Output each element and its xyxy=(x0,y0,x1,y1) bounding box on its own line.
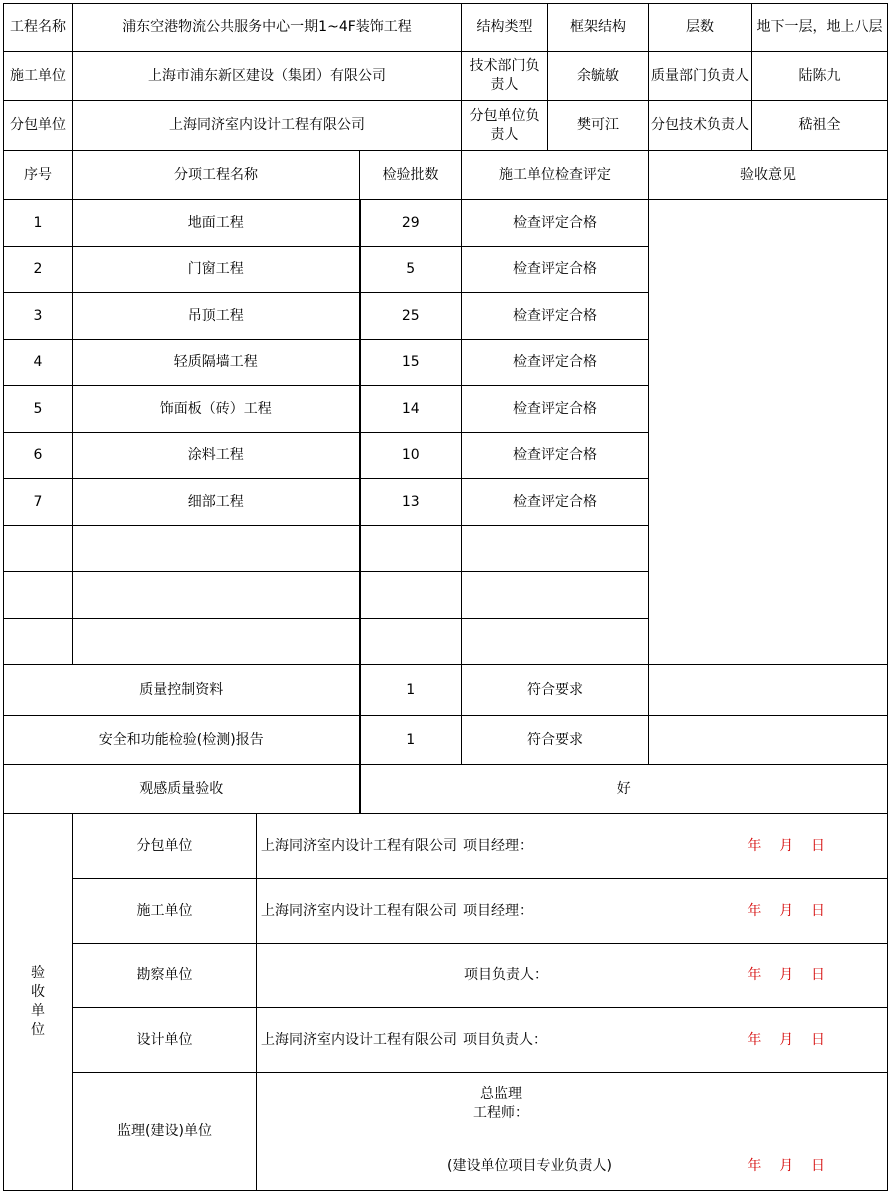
item-seq: 5 xyxy=(4,386,73,433)
acceptance-record-table xyxy=(3,3,888,1191)
quality-docs-opinion xyxy=(649,665,888,716)
unit-sign-label: 项目经理： xyxy=(463,837,533,854)
safety-row xyxy=(4,716,888,765)
empty-cell xyxy=(4,526,73,572)
unit-date: 年 月 日 xyxy=(747,1031,825,1048)
unit-role: 勘察单位 xyxy=(73,944,257,1008)
unit-sign-cell xyxy=(257,1008,888,1073)
contractor-value: 上海市浦东新区建设（集团）有限公司 xyxy=(73,52,462,101)
unit-role: 分包单位 xyxy=(73,814,257,879)
empty-cell xyxy=(360,572,462,619)
supervision-sign-label: 总监理 工程师： xyxy=(473,1086,529,1121)
table-row xyxy=(4,200,888,247)
item-seq: 2 xyxy=(4,247,73,293)
tech-head-label: 技术部门负责人 xyxy=(462,52,548,101)
structure-type-label: 结构类型 xyxy=(462,4,548,52)
col-batch-count: 检验批数 xyxy=(360,151,462,200)
empty-cell xyxy=(4,572,73,619)
quality-docs-result: 符合要求 xyxy=(462,665,649,716)
item-name: 轻质隔墙工程 xyxy=(73,340,360,386)
project-name-value: 浦东空港物流公共服务中心一期1~4F装饰工程 xyxy=(73,4,462,52)
sub-tech-head-value: 嵇祖全 xyxy=(752,101,888,151)
empty-cell xyxy=(462,526,649,572)
item-seq: 7 xyxy=(4,479,73,526)
empty-cell xyxy=(73,526,360,572)
empty-cell xyxy=(360,619,462,665)
column-header-row xyxy=(4,151,888,200)
col-self-check: 施工单位检查评定 xyxy=(462,151,649,200)
unit-date: 年 月 日 xyxy=(747,1158,825,1174)
structure-type-value: 框架结构 xyxy=(548,4,649,52)
item-name: 吊顶工程 xyxy=(73,293,360,340)
unit-sign-label: 项目负责人： xyxy=(463,1031,547,1048)
item-name: 地面工程 xyxy=(73,200,360,247)
safety-result: 符合要求 xyxy=(462,716,649,765)
empty-cell xyxy=(73,619,360,665)
unit-sign-cell xyxy=(257,1073,888,1191)
safety-count: 1 xyxy=(360,716,462,765)
empty-cell xyxy=(73,572,360,619)
floors-value: 地下一层，地上八层 xyxy=(752,4,888,52)
quality-docs-row xyxy=(4,665,888,716)
header-row-project xyxy=(4,4,888,52)
unit-date: 年 月 日 xyxy=(747,967,825,983)
subcontractor-label: 分包单位 xyxy=(4,101,73,151)
quality-docs-label: 质量控制资料 xyxy=(4,665,360,716)
appearance-label: 观感质量验收 xyxy=(4,765,360,814)
item-count: 25 xyxy=(360,293,462,340)
item-count: 29 xyxy=(360,200,462,247)
empty-cell xyxy=(4,619,73,665)
unit-sign-label: 项目负责人： xyxy=(464,967,548,983)
supervision-note: (建设单位项目专业负责人) xyxy=(447,1158,612,1174)
acceptance-group-label: 验 收 单 位 xyxy=(4,814,73,1191)
floors-label: 层数 xyxy=(649,4,752,52)
item-seq: 4 xyxy=(4,340,73,386)
acceptance-unit-row xyxy=(4,1008,888,1073)
acceptance-unit-row xyxy=(4,1073,888,1191)
empty-cell xyxy=(462,572,649,619)
empty-cell xyxy=(360,526,462,572)
appearance-row xyxy=(4,765,888,814)
project-name-label: 工程名称 xyxy=(4,4,73,52)
unit-sign-cell xyxy=(257,944,888,1008)
quality-head-value: 陆陈九 xyxy=(752,52,888,101)
item-count: 5 xyxy=(360,247,462,293)
subcontractor-value: 上海同济室内设计工程有限公司 xyxy=(73,101,462,151)
unit-sign-label: 项目经理： xyxy=(463,902,533,919)
unit-role: 监理(建设)单位 xyxy=(73,1073,257,1191)
col-acceptance-opinion: 验收意见 xyxy=(649,151,888,200)
unit-org: 上海同济室内设计工程有限公司 xyxy=(257,1008,462,1072)
item-name: 细部工程 xyxy=(73,479,360,526)
item-result: 检查评定合格 xyxy=(462,433,649,479)
item-name: 涂料工程 xyxy=(73,433,360,479)
unit-org: 上海同济室内设计工程有限公司 xyxy=(257,814,462,878)
item-name: 饰面板（砖）工程 xyxy=(73,386,360,433)
header-row-subcontractor xyxy=(4,101,888,151)
item-count: 13 xyxy=(360,479,462,526)
acceptance-unit-row xyxy=(4,944,888,1008)
item-count: 10 xyxy=(360,433,462,479)
safety-opinion xyxy=(649,716,888,765)
appearance-result: 好 xyxy=(360,765,888,814)
item-result: 检查评定合格 xyxy=(462,293,649,340)
item-result: 检查评定合格 xyxy=(462,340,649,386)
unit-org: 上海同济室内设计工程有限公司 xyxy=(257,879,462,943)
item-name: 门窗工程 xyxy=(73,247,360,293)
unit-sign-cell xyxy=(257,879,888,944)
item-result: 检查评定合格 xyxy=(462,386,649,433)
item-count: 14 xyxy=(360,386,462,433)
item-seq: 1 xyxy=(4,200,73,247)
empty-cell xyxy=(462,619,649,665)
unit-role: 施工单位 xyxy=(73,879,257,944)
quality-docs-count: 1 xyxy=(360,665,462,716)
col-seq: 序号 xyxy=(4,151,73,200)
item-seq: 3 xyxy=(4,293,73,340)
acceptance-unit-row xyxy=(4,879,888,944)
quality-head-label: 质量部门负责人 xyxy=(649,52,752,101)
item-result: 检查评定合格 xyxy=(462,200,649,247)
sub-head-value: 樊可江 xyxy=(548,101,649,151)
contractor-label: 施工单位 xyxy=(4,52,73,101)
sub-head-label: 分包单位负责人 xyxy=(462,101,548,151)
col-item-name: 分项工程名称 xyxy=(73,151,360,200)
item-result: 检查评定合格 xyxy=(462,479,649,526)
item-result: 检查评定合格 xyxy=(462,247,649,293)
tech-head-value: 余毓敏 xyxy=(548,52,649,101)
unit-role: 设计单位 xyxy=(73,1008,257,1073)
safety-label: 安全和功能检验(检测)报告 xyxy=(4,716,360,765)
unit-sign-cell xyxy=(257,814,888,879)
unit-date: 年 月 日 xyxy=(747,837,825,854)
unit-date: 年 月 日 xyxy=(747,902,825,919)
acceptance-opinion-cell xyxy=(649,200,888,665)
header-row-contractor xyxy=(4,52,888,101)
item-count: 15 xyxy=(360,340,462,386)
sub-tech-head-label: 分包技术负责人 xyxy=(649,101,752,151)
item-seq: 6 xyxy=(4,433,73,479)
acceptance-unit-row xyxy=(4,814,888,879)
